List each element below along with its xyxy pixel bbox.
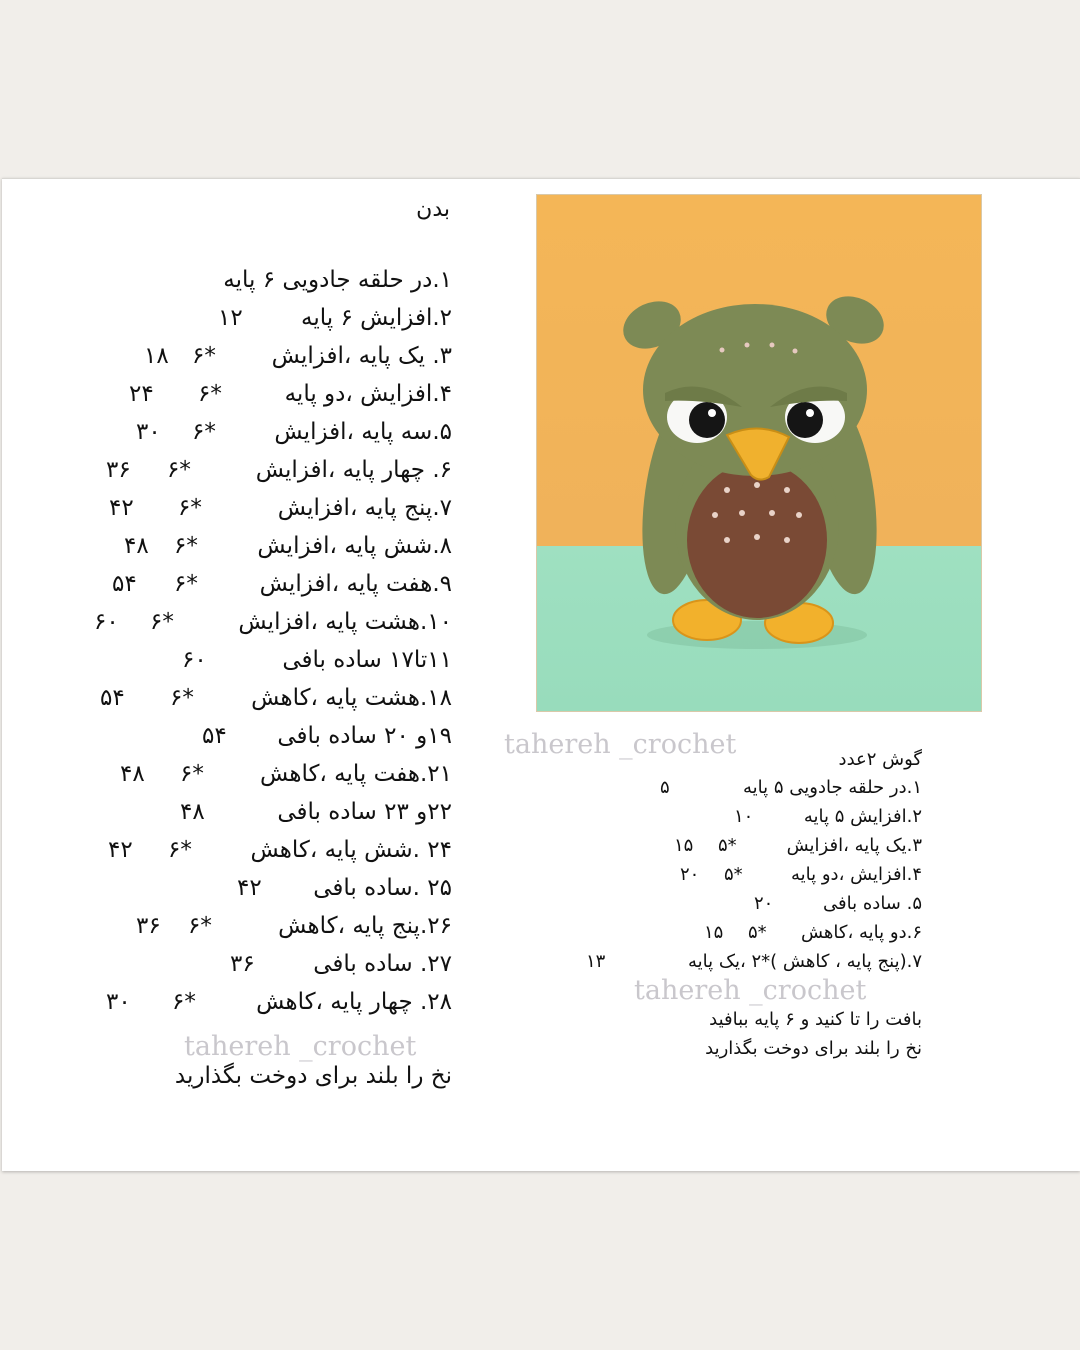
ear-row: ۴.افزایش ،دو پایه *۵ ۲۰ (680, 864, 922, 885)
body-row: ۵.سه پایه ،افزایش *۶ ۳۰ (136, 419, 452, 445)
ear-row: ۵. ساده بافی ۲۰ (754, 893, 922, 914)
body-row: ۱۰.هشت پایه ،افزایش *۶ ۶۰ (94, 609, 452, 635)
body-row: ۴.افزایش ،دو پایه *۶ ۲۴ (129, 381, 452, 407)
crochet-owl-illustration (537, 195, 981, 711)
body-row: ۲.افزایش ۶ پایه ۱۲ (218, 305, 452, 331)
body-row: ۱۸.هشت پایه ،کاهش *۶ ۵۴ (100, 685, 452, 711)
body-row: ۲۷. ساده بافی ۳۶ (230, 951, 452, 977)
owl-right-pupil (787, 402, 823, 438)
body-row: ۱۱تا۱۷ ساده بافی ۶۰ (182, 647, 452, 673)
body-section-title: بدن (416, 197, 450, 222)
body-row: ۲۴ .شش پایه ،کاهش *۶ ۴۲ (108, 837, 452, 863)
ear-row: ۲.افزایش ۵ پایه ۱۰ (734, 806, 922, 827)
body-row: ۱۹و ۲۰ ساده بافی ۵۴ (202, 723, 452, 749)
ear-row: ۱.در حلقه جادویی ۵ پایه ۵ (660, 777, 922, 798)
body-row: ۲۵ .ساده بافی ۴۲ (237, 875, 452, 901)
watermark-bottom: tahereh _crochet (634, 975, 867, 1006)
body-row: ۶. چهار پایه ،افزایش *۶ ۳۶ (106, 457, 452, 483)
owl-left-pupil (689, 402, 725, 438)
body-row: ۷.پنج پایه ،افزایش *۶ ۴۲ (109, 495, 452, 521)
body-row: ۲۲و ۲۳ ساده بافی ۴۸ (180, 799, 452, 825)
body-row: ۲۸. چهار پایه ،کاهش *۶ ۳۰ (106, 989, 452, 1015)
ear-row: ۳.یک پایه ،افزایش *۵ ۱۵ (674, 835, 922, 856)
body-closing-note: نخ را بلند برای دوخت بگذارید (174, 1063, 452, 1089)
owl-photo (536, 194, 982, 712)
watermark-body: tahereh _crochet (184, 1031, 417, 1062)
pattern-card: بدن ۱.در حلقه جادویی ۶ پایه ۲.افزایش ۶ پایه ۱۲ ۳. یک پایه ،افزایش *۶ ۱۸ ۴.افزایش ،دو پایه *۶ ۲۴ ۵.سه پایه ،افزایش *۶ ۳۰ ۶. چهار پایه ،افزایش *۶ ۳۶ ۷.پنج پایه ،افزایش *۶ ۴۲ ۸.شش پایه ،افزایش *۶ ۴۸ ۹.هفت پایه ،افزایش *۶ ۵۴ ۱۰.هشت پایه ،افزایش *۶ ۶۰ ۱۱تا۱۷ ساده بافی ۶۰ ۱۸.هشت پایه ،کاهش *۶ ۵۴ ۱۹و ۲۰ ساده بافی ۵۴ ۲۱.هفت پایه ،کاهش *۶ ۴۸ ۲۲و ۲۳ ساده بافی ۴۸ ۲۴ .شش پایه ،کاهش *۶ ۴۲ ۲۵ .ساده بافی ۴۲ ۲۶.پنج پایه ،کاهش *۶ ۳۶ ۲۷. ساده بافی ۳۶ ۲۸. چهار پایه ،کاهش *۶ ۳۰ tahereh _crochet نخ را بلند برای دوخت بگذارید tahereh _crochet گوش ۲عدد ۱.در حلقه جادویی ۵ پایه ۵ ۲.افزایش ۵ پایه ۱۰ ۳.یک پایه ،افزایش *۵ ۱۵ ۴.افزایش ،دو پایه *۵ ۲۰ ۵. ساده بافی ۲۰ ۶.دو پایه ،کاهش *۵ ۱۵ ۷.(پنج پایه ، کاهش )*۲ ،یک پایه ۱۳ بافت را تا کنید و ۶ پایه ببافید نخ را بلند برای دوخت بگذارید tahereh _crochet (2, 178, 1080, 1171)
ear-row: ۶.دو پایه ،کاهش *۵ ۱۵ (704, 922, 922, 943)
body-row: ۳. یک پایه ،افزایش *۶ ۱۸ (144, 343, 452, 369)
watermark-top: tahereh _crochet (504, 729, 737, 760)
body-row: ۹.هفت پایه ،افزایش *۶ ۵۴ (112, 571, 452, 597)
body-row: ۲۶.پنج پایه ،کاهش *۶ ۳۶ (136, 913, 452, 939)
body-row: ۸.شش پایه ،افزایش *۶ ۴۸ (124, 533, 452, 559)
ear-row: ۷.(پنج پایه ، کاهش )*۲ ،یک پایه ۱۳ (586, 951, 922, 972)
body-row: ۲۱.هفت پایه ،کاهش *۶ ۴۸ (120, 761, 452, 787)
